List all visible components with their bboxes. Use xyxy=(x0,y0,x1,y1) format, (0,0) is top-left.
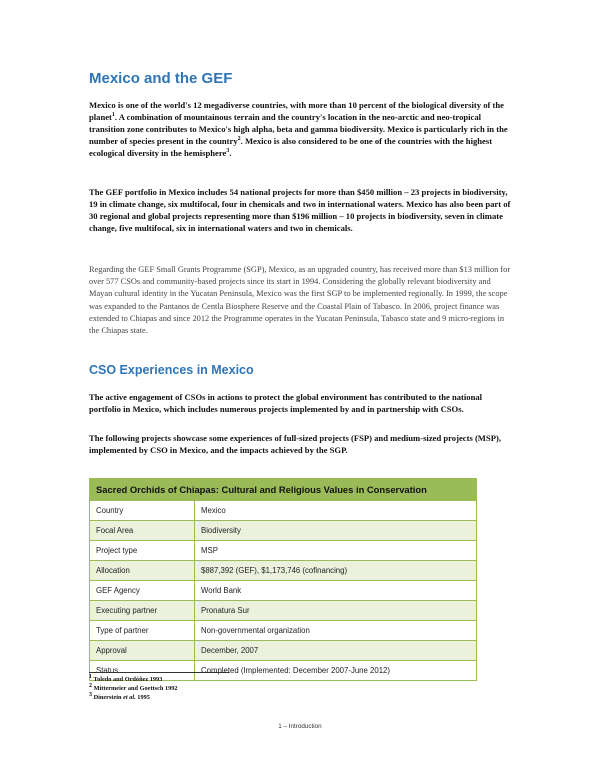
sgp-paragraph: Regarding the GEF Small Grants Programme (SGP), Mexico, as an upgraded country, has received more than $13 million for over 577 CSOs and community-based projects since its start in 1994. Considering the globally relevant biodiversity and Mayan cultural identity in the Yucatan Peninsula, Mexico was the first SGP to be implemented regionally. In 1999, the scope was expanded to the Pantanos de Centla Biosphere Reserve and the Coastal Plain of Tabasco. In 2006, project finance was extended to Chiapas and since 2012 the Programme operates in the Yucatan Peninsula, Tabasco state and 9 micro-regions in the Chiapas state. xyxy=(89,265,511,336)
footnote-ref-1: 1 xyxy=(111,112,115,119)
row-value: December, 2007 xyxy=(195,641,477,661)
table-row xyxy=(90,601,477,621)
table-row xyxy=(90,521,477,541)
row-label: Country xyxy=(90,501,195,521)
row-label: Allocation xyxy=(90,561,195,581)
table-header: Sacred Orchids of Chiapas: Cultural and Religious Values in Conservation xyxy=(90,479,477,501)
cso-paragraph-1: The active engagement of CSOs in actions to protect the global environment has contributed to the national portfolio in Mexico, which includes numerous projects implemented by and in partnership with CSOs. xyxy=(89,392,483,414)
page-number: 1 – Introduction xyxy=(278,723,322,730)
table-row xyxy=(90,561,477,581)
footnote-1: $^1$ Toledo and Ordóñez 1993 xyxy=(89,673,163,683)
footnote-ref-3: 3 xyxy=(226,148,230,155)
row-value: World Bank xyxy=(195,581,477,601)
row-value: Biodiversity xyxy=(195,521,477,541)
row-label: Executing partner xyxy=(90,601,195,621)
intro-text-1: Mexico is one of the world's 12 megadiverse countries, with more than 10 percent of the biological diversity of the planet xyxy=(89,100,504,122)
table-row xyxy=(90,621,477,641)
row-value: MSP xyxy=(195,541,477,561)
intro-paragraph xyxy=(89,99,515,159)
table-row xyxy=(90,581,477,601)
row-value: $887,392 (GEF), $1,173,746 (cofinancing) xyxy=(195,561,477,581)
footnote-3: $^3$ Dinerstein et al. 1995 xyxy=(89,691,150,701)
footnote-2: $^2$ Mittermeier and Goettsch 1992 xyxy=(89,682,178,692)
project-table xyxy=(89,478,477,681)
page-title: Mexico and the GEF xyxy=(89,70,233,87)
row-label: Focal Area xyxy=(90,521,195,541)
row-value: Mexico xyxy=(195,501,477,521)
table-row xyxy=(90,641,477,661)
row-value: Completed (Implemented: December 2007-June 2012) xyxy=(195,661,477,681)
row-label: Project type xyxy=(90,541,195,561)
section-heading: CSO Experiences in Mexico xyxy=(89,363,254,377)
portfolio-paragraph: The GEF portfolio in Mexico includes 54 national projects for more than $450 million – 23 projects in biodiversity, 19 in climate change, six multifocal, four in chemicals and two in international waters. Mexico has also been part of 30 regional and global projects representing more than $196 million – 10 projects in biodiversity, seven in climate change, five multifocal, six in international waters and two in chemicals. xyxy=(89,187,511,233)
row-label: GEF Agency xyxy=(90,581,195,601)
cso-paragraph-2: The following projects showcase some experiences of full-sized projects (FSP) and medium-sized projects (MSP), implemented by CSO in Mexico, and the impacts achieved by the SGP. xyxy=(89,433,501,455)
intro-text-2: . A combination of mountainous terrain and the country's location in the neo-arctic and neo-tropical transition zone contributes to Mexico's high alpha, beta and gamma biodiversity. Mexico is particularly rich in the number of species present in the country xyxy=(89,112,508,146)
intro-text-4: . xyxy=(229,148,232,158)
footnote-divider xyxy=(89,672,229,673)
table-row xyxy=(90,501,477,521)
table-row xyxy=(90,541,477,561)
row-value: Non-governmental organization xyxy=(195,621,477,641)
row-label: Status xyxy=(90,661,195,681)
row-label: Type of partner xyxy=(90,621,195,641)
intro-text-3: . Mexico is also considered to be one of the countries with the highest ecological diversity in the hemisphere xyxy=(89,136,493,158)
row-label: Approval xyxy=(90,641,195,661)
row-value: Pronatura Sur xyxy=(195,601,477,621)
footnote-ref-2: 2 xyxy=(237,136,241,143)
